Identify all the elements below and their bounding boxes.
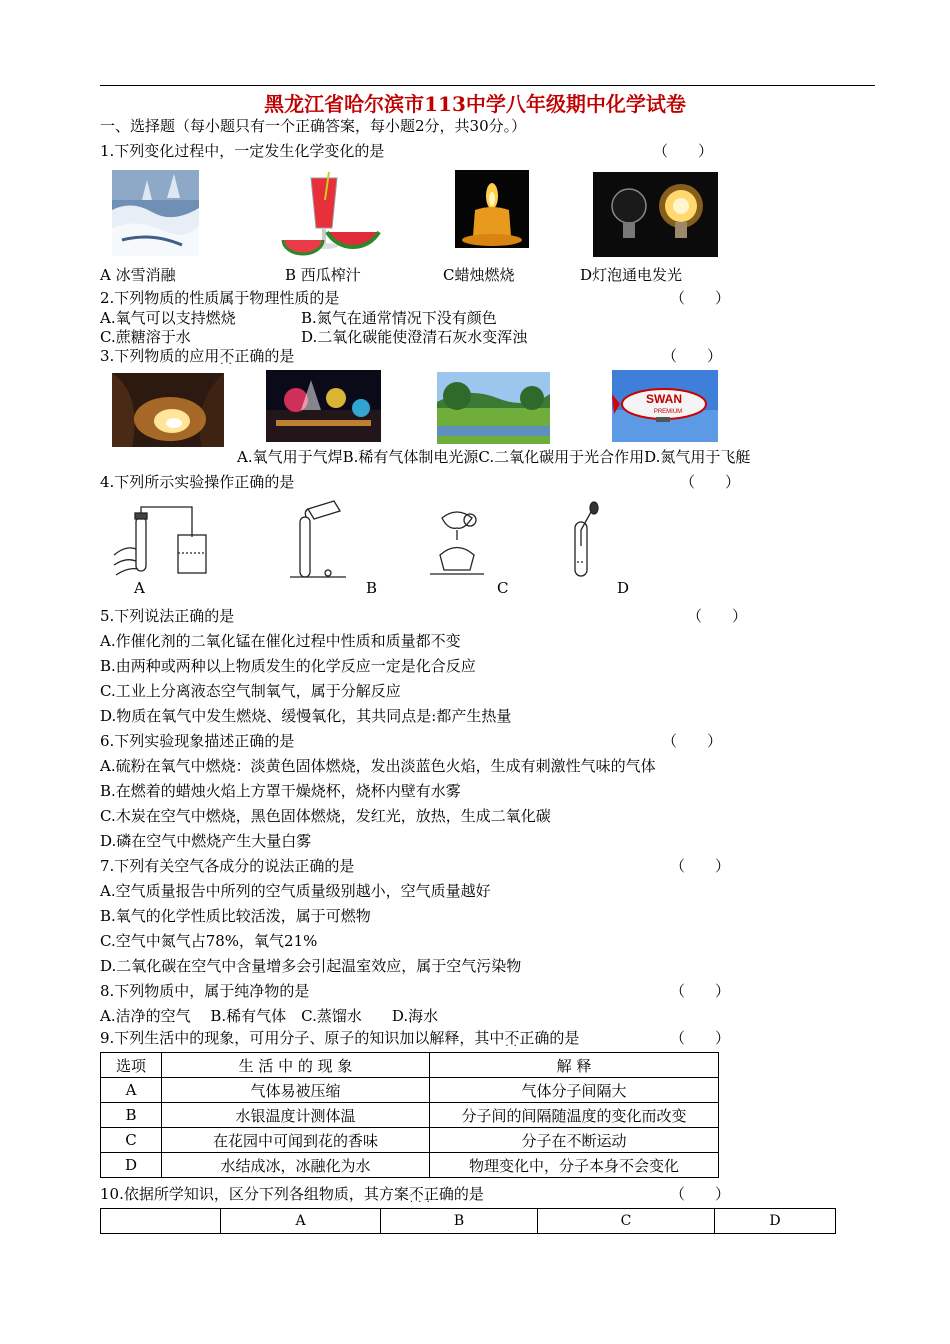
table-cell: 分子在不断运动 — [430, 1128, 719, 1153]
light-bulbs-image — [593, 172, 718, 257]
q2-option-b: B.氮气在通常情况下没有颜色 — [301, 309, 497, 327]
airship-image — [612, 370, 718, 442]
q4-label-a: A — [134, 579, 145, 597]
q8-answer-paren: （ ） — [670, 982, 731, 1000]
q3-stem — [100, 346, 294, 366]
q6-option-a: A.硫粉在氧气中燃烧：淡黄色固体燃烧，发出淡蓝色火焰，生成有刺激性气味的气体 — [100, 757, 656, 775]
q10-stem — [100, 1184, 484, 1204]
airship-brand-text: SWAN — [646, 392, 682, 406]
neon-lights-image — [266, 370, 381, 442]
table-header-row — [101, 1053, 719, 1078]
airship-brand-subtext: PREMIUM — [653, 409, 683, 415]
q6-option-d: D.磷在空气中燃烧产生大量白雾 — [100, 832, 312, 850]
apparatus-b-pouring-diagram — [288, 497, 348, 582]
q1-option-c: C蜡烛燃烧 — [443, 266, 515, 284]
q10-stem-emphasis: 不正确 · · · — [409, 1184, 454, 1204]
q9-stem — [100, 1028, 579, 1048]
table-header-cell — [101, 1209, 221, 1234]
table-header-cell: 选项 — [101, 1053, 162, 1078]
q3-stem-pre: 3.下列物质的应用 — [100, 347, 220, 365]
q10-table — [100, 1208, 836, 1234]
page-title: 黑龙江省哈尔滨市113中学八年级期中化学试卷 — [264, 92, 686, 116]
table-cell: A — [101, 1078, 162, 1103]
header-rule — [100, 85, 875, 86]
q1-option-d: D灯泡通电发光 — [580, 266, 683, 284]
q1-option-b: B 西瓜榨汁 — [285, 266, 361, 284]
table-cell: B — [101, 1103, 162, 1128]
q2-answer-paren: （ ） — [670, 289, 731, 307]
q2-stem: 2.下列物质的性质属于物理性质的是 — [100, 289, 340, 307]
table-cell: C — [101, 1128, 162, 1153]
q6-stem: 6.下列实验现象描述正确的是 — [100, 732, 295, 750]
q3-stem-emphasis: 不正 · · — [219, 346, 249, 366]
q4-answer-paren: （ ） — [680, 473, 741, 491]
q7-answer-paren: （ ） — [670, 857, 731, 875]
table-header-cell: B — [381, 1209, 538, 1234]
q3-stem-post: 确的是 — [249, 347, 295, 365]
q9-answer-paren: （ ） — [670, 1029, 731, 1047]
section-heading: 一、选择题（每小题只有一个正确答案，每小题2分，共30分。） — [100, 117, 527, 135]
q4-label-b: B — [366, 579, 378, 597]
q3-options: A.氧气用于气焊B.稀有气体制电光源C.二氧化碳用于光合作用D.氮气用于飞艇 — [237, 448, 751, 466]
q3-answer-paren: （ ） — [662, 347, 723, 365]
table-header-cell: 生 活 中 的 现 象 — [162, 1053, 430, 1078]
table-cell: D — [101, 1153, 162, 1178]
table-cell: 水银温度计测体温 — [162, 1103, 430, 1128]
table-header-row — [101, 1209, 836, 1234]
table-cell: 在花园中可闻到花的香味 — [162, 1128, 430, 1153]
q5-option-d: D.物质在氧气中发生燃烧、缓慢氧化，其共同点是:都产生热量 — [100, 707, 512, 725]
q5-option-a: A.作催化剂的二氧化锰在催化过程中性质和质量都不变 — [100, 632, 461, 650]
q7-option-b: B.氧气的化学性质比较活泼，属于可燃物 — [100, 907, 371, 925]
table-row — [101, 1153, 719, 1178]
q7-option-c: C.空气中氮气占78%，氧气21% — [100, 932, 318, 950]
q8-options: A.洁净的空气 B.稀有气体 C.蒸馏水 D.海水 — [100, 1007, 439, 1025]
q5-option-b: B.由两种或两种以上物质发生的化学反应一定是化合反应 — [100, 657, 476, 675]
q6-option-c: C.木炭在空气中燃烧，黑色固体燃烧，发红光，放热，生成二氧化碳 — [100, 807, 551, 825]
q1-option-a: A 冰雪消融 — [100, 266, 176, 284]
table-header-cell: C — [538, 1209, 715, 1234]
q10-stem-post: 的是 — [453, 1185, 484, 1203]
q1-answer-paren: （ ） — [653, 142, 714, 160]
q4-label-d: D — [617, 579, 630, 597]
q8-stem: 8.下列物质中，属于纯净物的是 — [100, 982, 310, 1000]
table-row — [101, 1128, 719, 1153]
q6-answer-paren: （ ） — [662, 732, 723, 750]
watermelon-juice-image — [279, 170, 381, 256]
q5-stem: 5.下列说法正确的是 — [100, 607, 235, 625]
q4-label-c: C — [497, 579, 509, 597]
q4-stem: 4.下列所示实验操作正确的是 — [100, 473, 295, 491]
table-header-cell: A — [221, 1209, 381, 1234]
q5-answer-paren: （ ） — [687, 607, 748, 625]
table-cell: 水结成冰，冰融化为水 — [162, 1153, 430, 1178]
q5-option-c: C.工业上分离液态空气制氧气，属于分解反应 — [100, 682, 401, 700]
table-row — [101, 1078, 719, 1103]
q9-stem-pre: 9.下列生活中的现象，可用分子、原子的知识加以解释，其中 — [100, 1029, 505, 1047]
q2-option-c: C.蔗糖溶于水 — [100, 328, 191, 346]
q7-option-d: D.二氧化碳在空气中含量增多会引起温室效应，属于空气污染物 — [100, 957, 522, 975]
q9-stem-emphasis: 不正 · · — [504, 1028, 534, 1048]
table-cell: 气体分子间隔大 — [430, 1078, 719, 1103]
q2-option-d: D.二氧化碳能使澄清石灰水变浑浊 — [301, 328, 528, 346]
table-cell: 物理变化中，分子本身不会变化 — [430, 1153, 719, 1178]
table-cell: 分子间的间隔随温度的变化而改变 — [430, 1103, 719, 1128]
q9-stem-post: 确的是 — [534, 1029, 580, 1047]
green-landscape-image — [437, 372, 550, 444]
candle-image — [455, 170, 529, 248]
apparatus-c-lamp-diagram — [420, 500, 495, 580]
table-row — [101, 1103, 719, 1128]
q9-table — [100, 1052, 719, 1178]
q2-option-a: A.氧气可以支持燃烧 — [100, 309, 236, 327]
table-header-cell: D — [715, 1209, 836, 1234]
snow-image — [112, 170, 199, 256]
q10-stem-pre: 10.依据所学知识，区分下列各组物质，其方案 — [100, 1185, 409, 1203]
q7-stem: 7.下列有关空气各成分的说法正确的是 — [100, 857, 355, 875]
q10-answer-paren: （ ） — [670, 1185, 731, 1203]
apparatus-a-airtightness-diagram — [112, 505, 212, 580]
gas-welding-image — [112, 373, 224, 447]
table-header-cell: 解 释 — [430, 1053, 719, 1078]
q7-option-a: A.空气质量报告中所列的空气质量级别越小，空气质量越好 — [100, 882, 491, 900]
q1-stem: 1.下列变化过程中，一定发生化学变化的是 — [100, 142, 385, 160]
apparatus-d-dropper-diagram — [565, 500, 610, 580]
table-cell: 气体易被压缩 — [162, 1078, 430, 1103]
q6-option-b: B.在燃着的蜡烛火焰上方罩干燥烧杯，烧杯内壁有水雾 — [100, 782, 461, 800]
